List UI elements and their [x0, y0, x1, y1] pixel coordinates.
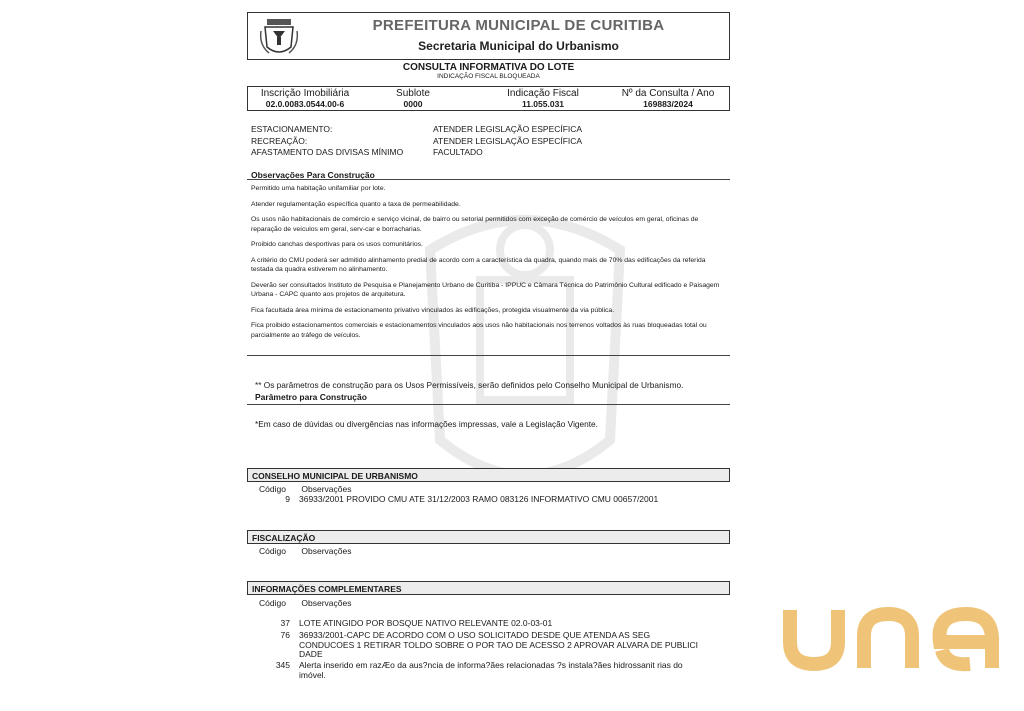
- field-label: Sublote: [396, 88, 430, 99]
- consulta-title: CONSULTA INFORMATIVA DO LOTE: [402, 62, 575, 73]
- col-obs-label: Observações: [301, 484, 352, 494]
- parametro-construcao-title: Parâmetro para Construção: [255, 392, 367, 402]
- parameter-row: [251, 124, 651, 136]
- document: [247, 12, 730, 702]
- entry-text: 36933/2001 PROVIDO CMU ATE 31/12/2003 RAMO 083126 INFORMATIVO CMU 00657/2001: [299, 494, 659, 504]
- field-label: Nº da Consulta / Ano: [621, 88, 715, 99]
- document-header: [247, 12, 730, 60]
- entry-code: 76: [280, 630, 290, 640]
- entry-text: 36933/2001-CAPC DE ACORDO COM O USO SOLICITADO DESDE QUE ATENDA AS SEG CONDUCOES 1 RETIRAR TOLDO SOBRE O POR TAO DE ACESSO 2 APROVAR ALVARA DE PUBLICI DADE: [299, 630, 698, 659]
- secretaria-subtitle: Secretaria Municipal do Urbanismo: [418, 39, 619, 53]
- entry-text: LOTE ATINGIDO POR BOSQUE NATIVO RELEVANTE 02.0-03-01: [299, 618, 553, 628]
- parameter-row: [251, 147, 651, 159]
- entry-code: 37: [280, 618, 290, 628]
- una-logo: [780, 606, 1002, 672]
- observacao-item: Permitido uma habitação unifamiliar por lote.: [251, 185, 386, 192]
- col-code-label: Código: [259, 598, 286, 608]
- divider: [247, 355, 730, 356]
- identification-box: [247, 86, 730, 111]
- parameter-value: ATENDER LEGISLAÇÃO ESPECÍFICA: [433, 135, 583, 146]
- fiscalizacao-column-headers: [259, 546, 351, 556]
- parameters-list: [251, 124, 651, 159]
- parameter-value: FACULTADO: [433, 147, 483, 157]
- parameter-key: ESTACIONAMENTO:: [251, 124, 333, 134]
- entry-code: 9: [285, 494, 290, 504]
- entry-text: Alerta inserido em razÆo da aus?ncia de informa?ães relacionadas ?s instala?ães hidrossanit rias do imóvel.: [299, 660, 683, 680]
- field-label: Indicação Fiscal: [507, 88, 579, 99]
- observacao-item: Fica proibido estacionamentos comerciais e estacionamentos vinculados aos usos não habitacionais nos terrenos voltados às ruas bloqueadas total ou parcialmente ao tráfego de veículos.: [251, 322, 707, 339]
- observacao-item: Proibido canchas desportivas para os usos comunitários.: [251, 241, 423, 248]
- field-value: 0000: [403, 99, 423, 109]
- cmu-section-header: CONSELHO MUNICIPAL DE URBANISMO: [247, 468, 730, 482]
- observacao-item: Fica facultada área mínima de estacionamento privativo vinculados às edificações, protegida visualmente da via pública.: [251, 306, 615, 314]
- observacao-item: Atender regulamentação específica quanto a taxa de permeabilidade.: [251, 200, 461, 208]
- parameter-value: ATENDER LEGISLAÇÃO ESPECÍFICA: [433, 124, 583, 134]
- cmu-column-headers: [259, 484, 351, 494]
- sublote-field: [378, 88, 448, 110]
- col-obs-label: Observações: [301, 598, 352, 608]
- observacoes-list: [251, 184, 725, 346]
- parameter-key: RECREAÇÃO:: [251, 135, 308, 146]
- consulta-number-field: [610, 88, 726, 110]
- parameter-row: [251, 136, 651, 148]
- entry-code: 345: [275, 660, 290, 670]
- usos-permissiveis-note: ** Os parâmetros de construção para os Usos Permissíveis, serão definidos pelo Conselho Municipal de Urbanismo.: [255, 380, 684, 390]
- field-value: 169883/2024: [643, 99, 693, 109]
- col-obs-label: Observações: [301, 546, 352, 556]
- prefeitura-title: PREFEITURA MUNICIPAL DE CURITIBA: [372, 17, 665, 34]
- inscricao-field: [250, 88, 360, 110]
- col-code-label: Código: [259, 546, 286, 556]
- divider: [247, 404, 730, 405]
- field-label: Inscrição Imobiliária: [260, 88, 350, 99]
- complementares-section-header: INFORMAÇÕES COMPLEMENTARES: [247, 581, 730, 595]
- col-code-label: Código: [259, 484, 286, 494]
- observacao-item: Os usos não habitacionais de comércio e serviço vicinal, de bairro ou setorial permitidos com exceção de comércio de veículos em geral, oficinas de reparação de veículos em geral, serv-car e borracharias.: [251, 216, 699, 233]
- observacao-item: A critério do CMU poderá ser admitido alinhamento predial de acordo com a característica da quadra, quando mais de 70% das edificações da referida testada da quadra estiverem no alinhamento.: [251, 256, 706, 273]
- fiscalizacao-section-header: FISCALIZAÇÃO: [247, 530, 730, 544]
- field-value: 02.0.0083.0544.00-6: [265, 99, 345, 109]
- complementares-column-headers: [259, 598, 351, 608]
- indicacao-fiscal-field: [493, 88, 593, 110]
- observacao-item: Deverão ser consultados Instituto de Pesquisa e Planejamento Urbano de Curitiba - IPPUC e Câmara Técnica do Patrimônio Cultural edificado e Paisagem Urbana - CAPC quanto aos projetos de arquitetura.: [251, 281, 720, 298]
- field-value: 11.055.031: [521, 99, 565, 109]
- city-crest-icon: [259, 17, 299, 57]
- legislacao-note: *Em caso de dúvidas ou divergências nas informações impressas, vale a Legislação Vigente.: [255, 419, 598, 429]
- parameter-key: AFASTAMENTO DAS DIVISAS MÍNIMO: [251, 147, 404, 157]
- observacoes-title: Observações Para Construção: [251, 170, 375, 180]
- consulta-subtitle: INDICAÇÃO FISCAL BLOQUEADA: [437, 73, 540, 80]
- divider: [247, 179, 730, 180]
